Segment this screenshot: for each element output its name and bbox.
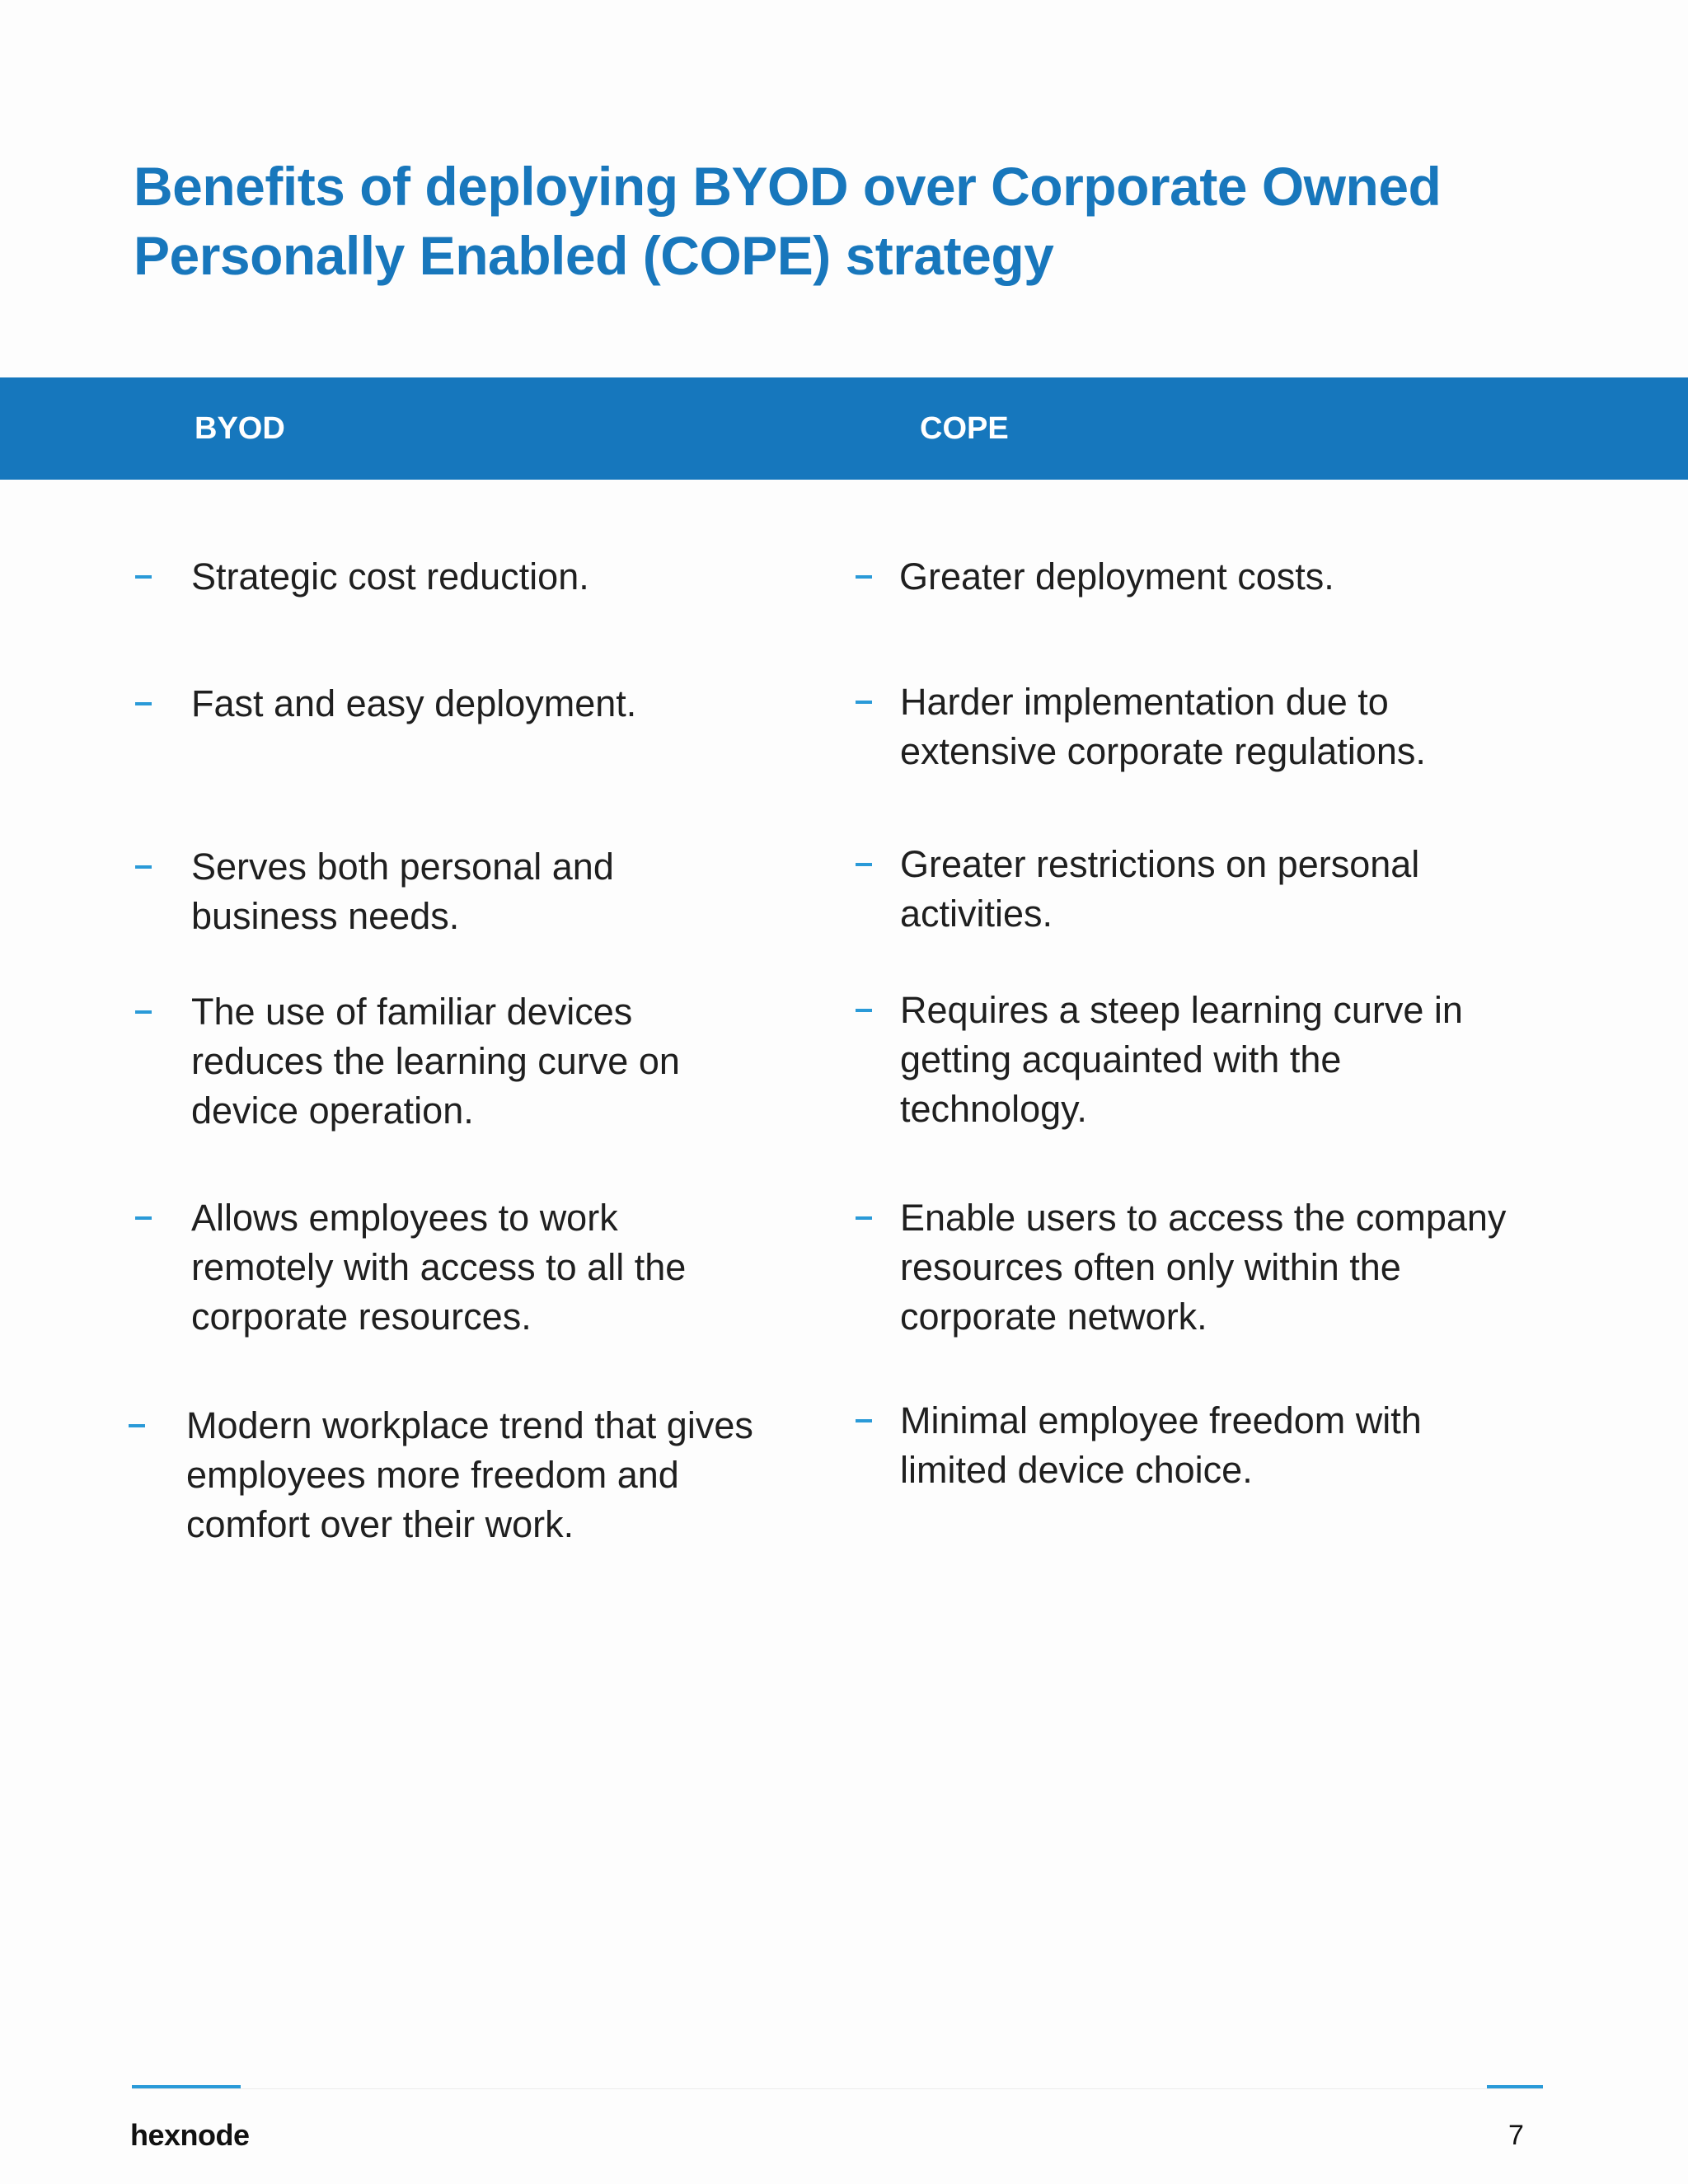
footer-divider bbox=[132, 2088, 1543, 2089]
cope-column-header: COPE bbox=[920, 411, 1009, 446]
footer-accent-right bbox=[1487, 2085, 1543, 2088]
page-title: Benefits of deploying BYOD over Corporate Owned Personally Enabled (COPE) strategy bbox=[134, 156, 1442, 286]
cope-item: Enable users to access the company resources often only within the corporate network. bbox=[900, 1193, 1543, 1342]
comparison-table-header bbox=[0, 377, 1688, 480]
dash-bullet-icon bbox=[856, 1009, 872, 1012]
cope-item: Greater restrictions on personal activities. bbox=[900, 840, 1526, 939]
byod-column-header: BYOD bbox=[195, 411, 285, 446]
dash-bullet-icon bbox=[135, 865, 152, 869]
dash-bullet-icon bbox=[856, 863, 872, 866]
dash-bullet-icon bbox=[856, 1216, 872, 1220]
dash-bullet-icon bbox=[135, 1010, 152, 1014]
byod-item: Fast and easy deployment. bbox=[191, 679, 752, 729]
byod-item: Serves both personal and business needs. bbox=[191, 842, 702, 941]
byod-item: The use of familiar devices reduces the learning curve on device operation. bbox=[191, 987, 735, 1136]
byod-item: Strategic cost reduction. bbox=[191, 552, 752, 602]
dash-bullet-icon bbox=[856, 701, 872, 704]
brand-logo: hexnode bbox=[130, 2118, 250, 2152]
byod-item: Allows employees to work remotely with access to all the corporate resources. bbox=[191, 1193, 735, 1342]
cope-item: Harder implementation due to extensive corporate regulations. bbox=[900, 677, 1526, 776]
dash-bullet-icon bbox=[135, 702, 152, 705]
page-number: 7 bbox=[1508, 2120, 1524, 2151]
dash-bullet-icon bbox=[129, 1424, 145, 1427]
dash-bullet-icon bbox=[135, 575, 152, 579]
dash-bullet-icon bbox=[135, 1216, 152, 1220]
dash-bullet-icon bbox=[856, 1419, 872, 1422]
byod-item: Modern workplace trend that gives employees more freedom and comfort over their work. bbox=[186, 1401, 755, 1549]
cope-item: Minimal employee freedom with limited device choice. bbox=[900, 1396, 1526, 1495]
dash-bullet-icon bbox=[856, 575, 872, 579]
cope-item: Greater deployment costs. bbox=[899, 552, 1526, 602]
footer-accent-left bbox=[132, 2085, 241, 2088]
cope-item: Requires a steep learning curve in getting acquainted with the technology. bbox=[900, 986, 1526, 1134]
